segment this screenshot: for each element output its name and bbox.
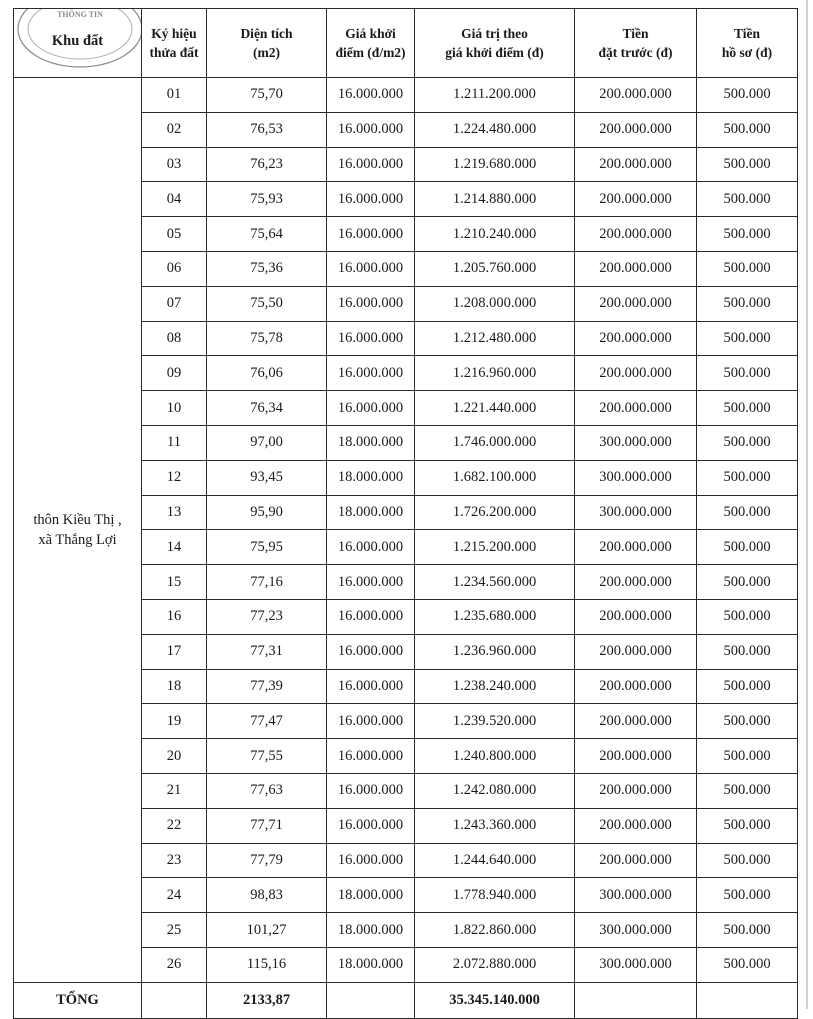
cell-size: 75,93 [207, 182, 327, 217]
cell-deposit: 200.000.000 [575, 530, 697, 565]
cell-fee: 500.000 [697, 112, 798, 147]
cell-size: 115,16 [207, 947, 327, 982]
cell-fee: 500.000 [697, 495, 798, 530]
cell-deposit: 300.000.000 [575, 425, 697, 460]
cell-fee: 500.000 [697, 391, 798, 426]
total-row [14, 982, 798, 1018]
header-plot: Ký hiệu thửa đất [142, 9, 207, 78]
cell-plot: 02 [142, 112, 207, 147]
cell-size: 75,95 [207, 530, 327, 565]
cell-plot: 17 [142, 634, 207, 669]
cell-fee: 500.000 [697, 356, 798, 391]
cell-price: 18.000.000 [327, 460, 415, 495]
cell-deposit: 200.000.000 [575, 286, 697, 321]
cell-size: 77,63 [207, 773, 327, 808]
total-label: TỔNG [14, 982, 142, 1018]
cell-value: 1.239.520.000 [415, 704, 575, 739]
cell-deposit: 200.000.000 [575, 565, 697, 600]
cell-size: 77,79 [207, 843, 327, 878]
land-auction-table [13, 8, 798, 1019]
cell-value: 1.726.200.000 [415, 495, 575, 530]
cell-price: 16.000.000 [327, 669, 415, 704]
cell-plot: 21 [142, 773, 207, 808]
total-fee-empty [697, 982, 798, 1018]
cell-deposit: 200.000.000 [575, 112, 697, 147]
cell-fee: 500.000 [697, 425, 798, 460]
cell-value: 1.215.200.000 [415, 530, 575, 565]
cell-value: 1.234.560.000 [415, 565, 575, 600]
area-cell [14, 78, 142, 983]
cell-size: 75,78 [207, 321, 327, 356]
cell-fee: 500.000 [697, 565, 798, 600]
cell-deposit: 300.000.000 [575, 947, 697, 982]
cell-size: 93,45 [207, 460, 327, 495]
cell-deposit: 200.000.000 [575, 147, 697, 182]
cell-fee: 500.000 [697, 843, 798, 878]
cell-plot: 26 [142, 947, 207, 982]
cell-fee: 500.000 [697, 182, 798, 217]
cell-deposit: 200.000.000 [575, 669, 697, 704]
total-price-empty [327, 982, 415, 1018]
area-line-2: xã Thắng Lợi [38, 531, 117, 548]
cell-fee: 500.000 [697, 913, 798, 948]
cell-fee: 500.000 [697, 669, 798, 704]
cell-size: 76,23 [207, 147, 327, 182]
cell-deposit: 200.000.000 [575, 182, 697, 217]
cell-value: 1.236.960.000 [415, 634, 575, 669]
header-area [14, 9, 142, 78]
cell-plot: 20 [142, 739, 207, 774]
cell-fee: 500.000 [697, 634, 798, 669]
cell-value: 1.224.480.000 [415, 112, 575, 147]
cell-size: 77,31 [207, 634, 327, 669]
cell-fee: 500.000 [697, 78, 798, 113]
cell-deposit: 200.000.000 [575, 808, 697, 843]
cell-value: 1.212.480.000 [415, 321, 575, 356]
cell-value: 1.219.680.000 [415, 147, 575, 182]
cell-deposit: 300.000.000 [575, 460, 697, 495]
header-price: Giá khởi điểm (đ/m2) [327, 9, 415, 78]
cell-fee: 500.000 [697, 947, 798, 982]
cell-price: 16.000.000 [327, 112, 415, 147]
cell-fee: 500.000 [697, 773, 798, 808]
cell-value: 1.210.240.000 [415, 217, 575, 252]
cell-price: 18.000.000 [327, 913, 415, 948]
cell-deposit: 200.000.000 [575, 773, 697, 808]
cell-fee: 500.000 [697, 878, 798, 913]
cell-plot: 09 [142, 356, 207, 391]
total-size: 2133,87 [207, 982, 327, 1018]
cell-price: 16.000.000 [327, 739, 415, 774]
cell-plot: 05 [142, 217, 207, 252]
cell-plot: 25 [142, 913, 207, 948]
header-size: Diện tích (m2) [207, 9, 327, 78]
cell-size: 75,70 [207, 78, 327, 113]
cell-fee: 500.000 [697, 147, 798, 182]
cell-price: 16.000.000 [327, 78, 415, 113]
cell-value: 1.221.440.000 [415, 391, 575, 426]
cell-deposit: 200.000.000 [575, 634, 697, 669]
cell-size: 77,55 [207, 739, 327, 774]
cell-fee: 500.000 [697, 460, 798, 495]
total-value: 35.345.140.000 [415, 982, 575, 1018]
cell-size: 77,71 [207, 808, 327, 843]
cell-value: 1.211.200.000 [415, 78, 575, 113]
cell-value: 1.778.940.000 [415, 878, 575, 913]
cell-plot: 18 [142, 669, 207, 704]
cell-value: 1.216.960.000 [415, 356, 575, 391]
cell-size: 75,50 [207, 286, 327, 321]
cell-size: 75,64 [207, 217, 327, 252]
cell-deposit: 200.000.000 [575, 78, 697, 113]
cell-deposit: 300.000.000 [575, 878, 697, 913]
cell-value: 1.244.640.000 [415, 843, 575, 878]
cell-value: 1.682.100.000 [415, 460, 575, 495]
cell-plot: 24 [142, 878, 207, 913]
cell-plot: 06 [142, 251, 207, 286]
cell-value: 1.208.000.000 [415, 286, 575, 321]
cell-size: 76,06 [207, 356, 327, 391]
cell-value: 1.214.880.000 [415, 182, 575, 217]
cell-fee: 500.000 [697, 704, 798, 739]
cell-price: 16.000.000 [327, 391, 415, 426]
cell-price: 16.000.000 [327, 565, 415, 600]
cell-fee: 500.000 [697, 530, 798, 565]
cell-plot: 07 [142, 286, 207, 321]
cell-plot: 01 [142, 78, 207, 113]
total-deposit-empty [575, 982, 697, 1018]
cell-plot: 10 [142, 391, 207, 426]
cell-size: 76,53 [207, 112, 327, 147]
cell-plot: 22 [142, 808, 207, 843]
cell-price: 16.000.000 [327, 773, 415, 808]
cell-price: 16.000.000 [327, 321, 415, 356]
cell-deposit: 200.000.000 [575, 704, 697, 739]
cell-price: 18.000.000 [327, 947, 415, 982]
cell-value: 1.243.360.000 [415, 808, 575, 843]
cell-plot: 23 [142, 843, 207, 878]
cell-deposit: 200.000.000 [575, 356, 697, 391]
cell-plot: 04 [142, 182, 207, 217]
cell-price: 16.000.000 [327, 147, 415, 182]
area-line-1: thôn Kiều Thị , [33, 511, 122, 528]
cell-deposit: 200.000.000 [575, 739, 697, 774]
cell-size: 76,34 [207, 391, 327, 426]
cell-price: 16.000.000 [327, 599, 415, 634]
cell-size: 97,00 [207, 425, 327, 460]
header-area-label: Khu đất [51, 33, 104, 49]
table-body [14, 78, 798, 983]
cell-size: 95,90 [207, 495, 327, 530]
cell-plot: 08 [142, 321, 207, 356]
header-value: Giá trị theo giá khởi điểm (đ) [415, 9, 575, 78]
header-fee: Tiền hồ sơ (đ) [697, 9, 798, 78]
cell-price: 16.000.000 [327, 634, 415, 669]
cell-price: 16.000.000 [327, 843, 415, 878]
cell-fee: 500.000 [697, 739, 798, 774]
cell-deposit: 200.000.000 [575, 843, 697, 878]
cell-fee: 500.000 [697, 286, 798, 321]
cell-price: 16.000.000 [327, 530, 415, 565]
cell-size: 75,36 [207, 251, 327, 286]
cell-plot: 03 [142, 147, 207, 182]
cell-fee: 500.000 [697, 321, 798, 356]
cell-fee: 500.000 [697, 251, 798, 286]
header-deposit: Tiền đặt trước (đ) [575, 9, 697, 78]
cell-deposit: 200.000.000 [575, 251, 697, 286]
cell-deposit: 300.000.000 [575, 495, 697, 530]
cell-value: 1.235.680.000 [415, 599, 575, 634]
cell-fee: 500.000 [697, 808, 798, 843]
stamp-text: THÔNG TIN [57, 10, 103, 19]
cell-value: 2.072.880.000 [415, 947, 575, 982]
cell-size: 77,47 [207, 704, 327, 739]
cell-plot: 14 [142, 530, 207, 565]
cell-plot: 15 [142, 565, 207, 600]
cell-price: 16.000.000 [327, 704, 415, 739]
cell-plot: 16 [142, 599, 207, 634]
cell-value: 1.746.000.000 [415, 425, 575, 460]
cell-deposit: 200.000.000 [575, 599, 697, 634]
cell-value: 1.240.800.000 [415, 739, 575, 774]
cell-deposit: 200.000.000 [575, 217, 697, 252]
cell-value: 1.822.860.000 [415, 913, 575, 948]
total-plot-empty [142, 982, 207, 1018]
cell-value: 1.242.080.000 [415, 773, 575, 808]
cell-fee: 500.000 [697, 599, 798, 634]
cell-plot: 12 [142, 460, 207, 495]
cell-price: 16.000.000 [327, 251, 415, 286]
cell-price: 16.000.000 [327, 356, 415, 391]
cell-deposit: 300.000.000 [575, 913, 697, 948]
cell-price: 16.000.000 [327, 217, 415, 252]
cell-value: 1.205.760.000 [415, 251, 575, 286]
cell-price: 18.000.000 [327, 495, 415, 530]
cell-size: 101,27 [207, 913, 327, 948]
cell-deposit: 200.000.000 [575, 321, 697, 356]
cell-plot: 13 [142, 495, 207, 530]
cell-size: 77,16 [207, 565, 327, 600]
cell-plot: 11 [142, 425, 207, 460]
cell-price: 16.000.000 [327, 286, 415, 321]
cell-price: 18.000.000 [327, 878, 415, 913]
cell-value: 1.238.240.000 [415, 669, 575, 704]
cell-deposit: 200.000.000 [575, 391, 697, 426]
table-row [14, 78, 798, 113]
cell-fee: 500.000 [697, 217, 798, 252]
cell-plot: 19 [142, 704, 207, 739]
cell-size: 77,23 [207, 599, 327, 634]
cell-size: 98,83 [207, 878, 327, 913]
cell-price: 16.000.000 [327, 808, 415, 843]
cell-price: 16.000.000 [327, 182, 415, 217]
cell-price: 18.000.000 [327, 425, 415, 460]
header-row [14, 9, 798, 78]
scan-edge [806, 0, 808, 1009]
cell-size: 77,39 [207, 669, 327, 704]
